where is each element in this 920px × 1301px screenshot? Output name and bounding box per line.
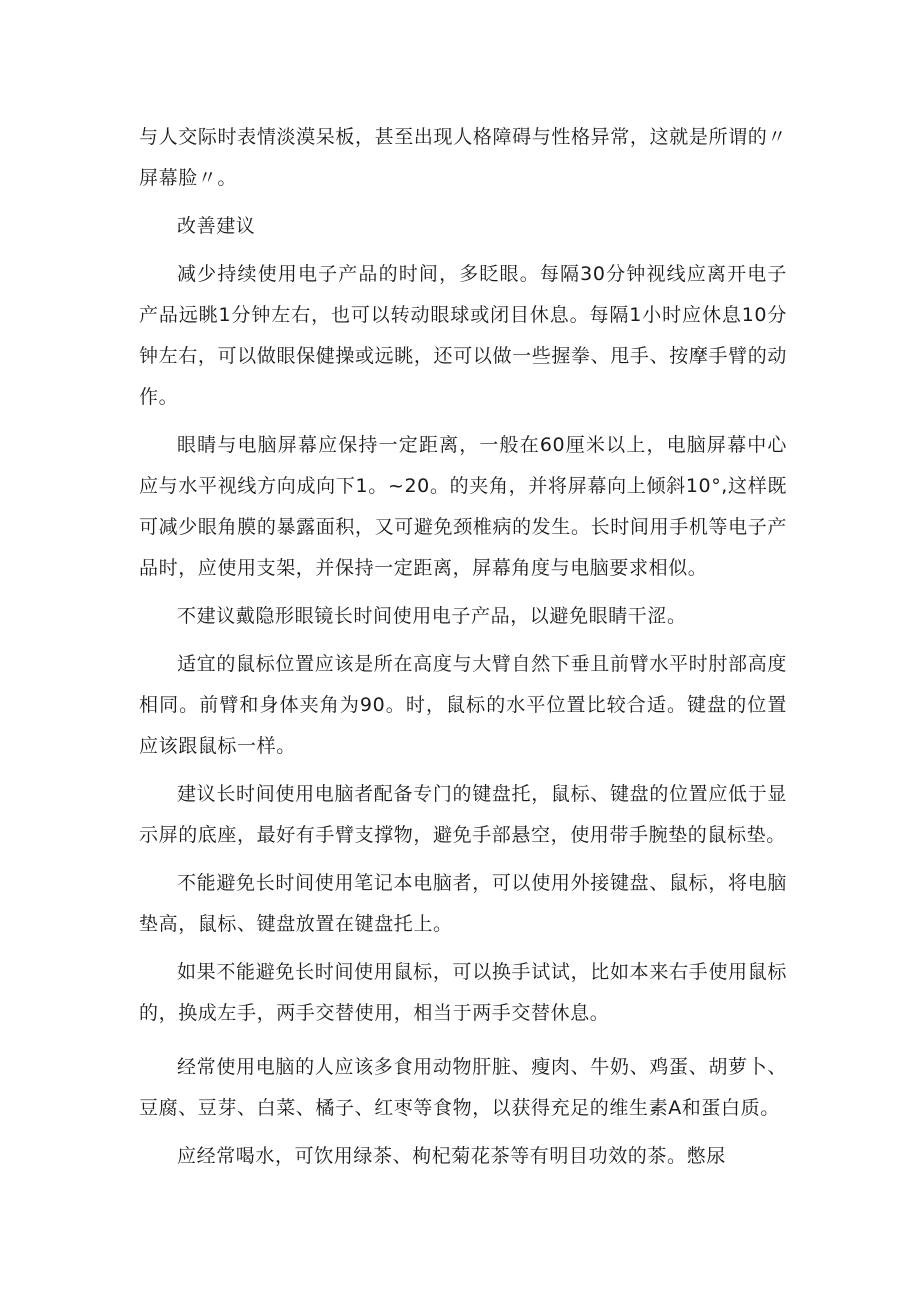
paragraph-drink-water: 应经常喝水，可饮用绿茶、枸杞菊花茶等有明目功效的茶。憋尿: [177, 1145, 726, 1167]
section-heading-suggestions: 改善建议: [177, 215, 256, 237]
paragraph-laptop: 不能避免长时间使用笔记本电脑者，可以使用外接键盘、鼠标，将电脑垫高，鼠标、键盘放置在键盘托上。: [139, 872, 787, 935]
paragraph-switch-hands: 如果不能避免长时间使用鼠标，可以换手试试，比如本来右手使用鼠标的，换成左手，两手交替使用，相当于两手交替休息。: [139, 961, 787, 1024]
paragraph-screen-face: 与人交际时表情淡漠呆板，甚至出现人格障碍与性格异常，这就是所谓的〃屏幕脸〃。: [139, 126, 787, 189]
paragraph-contact-lenses: 不建议戴隐形眼镜长时间使用电子产品，以避免眼睛干涩。: [177, 605, 687, 627]
paragraph-mouse-position: 适宜的鼠标位置应该是所在高度与大臂自然下垂且前臂水平时肘部高度相同。前臂和身体夹角为90。时，鼠标的水平位置比较合适。键盘的位置应该跟鼠标一样。: [139, 653, 787, 757]
paragraph-diet: 经常使用电脑的人应该多食用动物肝脏、瘦肉、牛奶、鸡蛋、胡萝卜、豆腐、豆芽、白菜、橘子、红枣等食物，以获得充足的维生素A和蛋白质。: [139, 1056, 787, 1119]
paragraph-reduce-usage: 减少持续使用电子产品的时间，多眨眼。每隔30分钟视线应离开电子产品远眺1分钟左右，也可以转动眼球或闭目休息。每隔1小时应休息10分钟左右，可以做眼保健操或远眺，还可以做一些握拳、甩手、按摩手臂的动作。: [139, 263, 787, 408]
paragraph-screen-distance: 眼睛与电脑屏幕应保持一定距离，一般在60厘米以上，电脑屏幕中心应与水平视线方向成向下1。~20。的夹角，并将屏幕向上倾斜10°,这样既可减少眼角膜的暴露面积，又可避免颈椎病的发生。长时间用手机等电子产品时，应使用支架，并保持一定距离，屏幕角度与电脑要求相似。: [139, 434, 787, 579]
document-body: [139, 117, 787, 1177]
paragraph-keyboard-tray: 建议长时间使用电脑者配备专门的键盘托，鼠标、键盘的位置应低于显示屏的底座，最好有手臂支撑物，避免手部悬空，使用带手腕垫的鼠标垫。: [139, 783, 787, 846]
